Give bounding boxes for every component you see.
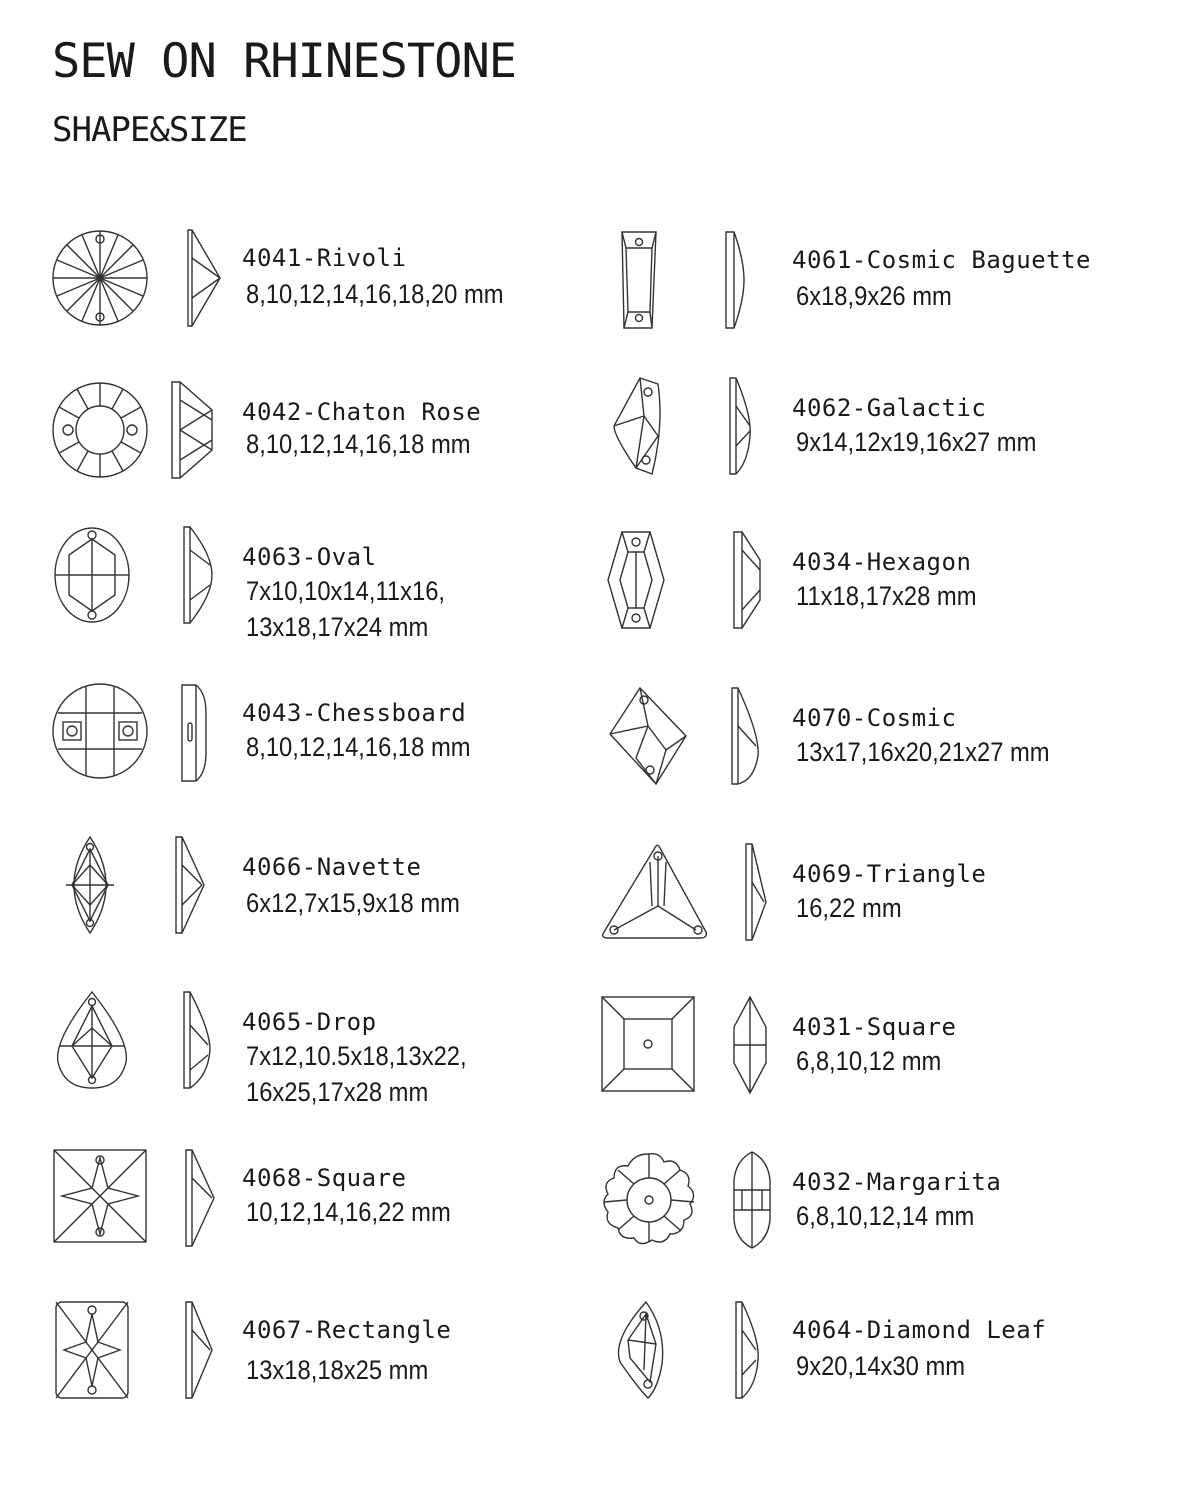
item-sizes: 8,10,12,14,16,18 mm [246, 429, 471, 459]
square-4068-side-icon [182, 1148, 232, 1248]
oval-side-icon [180, 525, 230, 625]
page-title: SEW ON RHINESTONE [52, 34, 517, 89]
chaton-rose-front-icon [50, 380, 150, 480]
item-sizes: 8,10,12,14,16,18 mm [246, 732, 471, 762]
cosmic-front-icon [600, 686, 700, 786]
item-name: 4042-Chaton Rose [242, 398, 482, 426]
stone-item-hexagon [600, 530, 1160, 670]
diamond-leaf-side-icon [730, 1300, 780, 1400]
oval-front-icon [50, 525, 150, 625]
stone-item-diamond-leaf [600, 1300, 1160, 1440]
item-sizes: 13x18,18x25 mm [246, 1355, 429, 1385]
item-name: 4066-Navette [242, 853, 422, 881]
drop-front-icon [50, 990, 150, 1090]
drop-side-icon [180, 990, 230, 1090]
item-name: 4062-Galactic [792, 394, 987, 422]
margarita-side-icon [732, 1150, 782, 1250]
item-sizes: 6,8,10,12,14 mm [796, 1201, 975, 1231]
galactic-front-icon [600, 376, 700, 476]
stone-item-square-4031 [600, 995, 1160, 1135]
stone-item-drop [50, 990, 610, 1130]
item-sizes: 9x14,12x19,16x27 mm [796, 427, 1037, 457]
item-sizes: 6,8,10,12 mm [796, 1046, 942, 1076]
stone-item-cosmic [600, 686, 1160, 826]
square-4068-front-icon [50, 1148, 150, 1248]
item-sizes: 7x12,10.5x18,13x22, 16x25,17x28 mm [246, 1041, 467, 1107]
stone-item-triangle [600, 842, 1160, 982]
cosmic-baguette-side-icon [722, 230, 772, 330]
square-4031-side-icon [730, 995, 780, 1095]
navette-side-icon [172, 835, 222, 935]
stone-item-rivoli [50, 228, 610, 368]
item-sizes: 9x20,14x30 mm [796, 1351, 966, 1381]
cosmic-baguette-front-icon [600, 230, 700, 330]
item-sizes: 16,22 mm [796, 893, 902, 923]
item-sizes: 11x18,17x28 mm [796, 581, 977, 611]
stone-item-square-4068 [50, 1148, 610, 1288]
rectangle-front-icon [50, 1300, 150, 1400]
stone-item-navette [50, 835, 610, 975]
stone-item-margarita [600, 1150, 1160, 1290]
margarita-front-icon [600, 1150, 700, 1250]
item-name: 4031-Square [792, 1013, 957, 1041]
square-4031-front-icon [600, 995, 700, 1095]
stone-item-rectangle [50, 1300, 610, 1440]
item-name: 4061-Cosmic Baguette [792, 246, 1091, 274]
diamond-leaf-front-icon [600, 1300, 700, 1400]
item-sizes: 13x17,16x20,21x27 mm [796, 737, 1050, 767]
stone-item-chessboard [50, 683, 610, 823]
item-name: 4068-Square [242, 1164, 407, 1192]
item-name: 4063-Oval [242, 543, 377, 571]
triangle-side-icon [742, 842, 792, 942]
item-name: 4065-Drop [242, 1008, 377, 1036]
navette-front-icon [50, 835, 150, 935]
page-subtitle: SHAPE&SIZE [52, 110, 247, 150]
galactic-side-icon [722, 376, 772, 476]
chaton-rose-side-icon [170, 380, 220, 480]
item-sizes: 8,10,12,14,16,18,20 mm [246, 279, 504, 309]
stone-item-chaton-rose [50, 380, 610, 520]
rivoli-front-icon [50, 228, 150, 328]
item-name: 4070-Cosmic [792, 704, 957, 732]
rectangle-side-icon [182, 1300, 232, 1400]
chessboard-front-icon [50, 683, 150, 783]
stone-item-oval [50, 525, 610, 665]
rivoli-side-icon [180, 228, 230, 328]
triangle-front-icon [600, 842, 710, 942]
item-name: 4064-Diamond Leaf [792, 1316, 1047, 1344]
item-name: 4067-Rectangle [242, 1316, 452, 1344]
item-name: 4034-Hexagon [792, 548, 972, 576]
stone-item-cosmic-baguette [600, 230, 1160, 370]
hexagon-front-icon [600, 530, 700, 630]
hexagon-side-icon [730, 530, 780, 630]
item-name: 4041-Rivoli [242, 244, 407, 272]
item-name: 4032-Margarita [792, 1168, 1002, 1196]
item-name: 4043-Chessboard [242, 699, 467, 727]
cosmic-side-icon [728, 686, 778, 786]
item-sizes: 6x12,7x15,9x18 mm [246, 888, 460, 918]
item-sizes: 6x18,9x26 mm [796, 281, 952, 311]
item-sizes: 10,12,14,16,22 mm [246, 1197, 451, 1227]
item-name: 4069-Triangle [792, 860, 987, 888]
item-sizes: 7x10,10x14,11x16, 13x18,17x24 mm [246, 576, 446, 642]
chessboard-side-icon [178, 683, 228, 783]
stone-item-galactic [600, 376, 1160, 516]
